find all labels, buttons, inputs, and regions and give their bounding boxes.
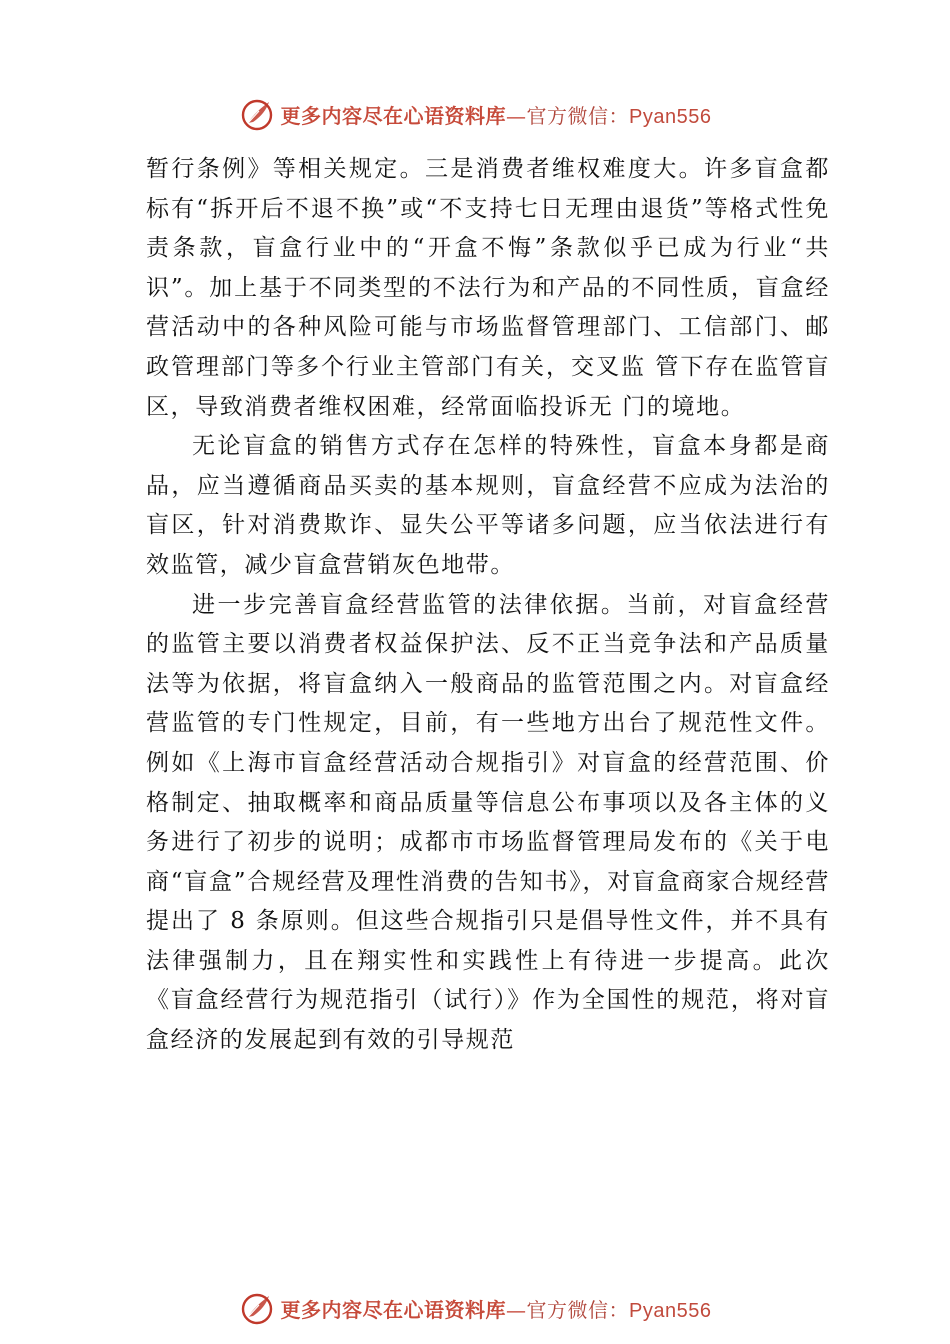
watermark-text [281,100,712,129]
watermark-dash: — [506,103,527,128]
paragraph-3: 进一步完善盲盒经营监管的法律依据。当前，对盲盒经营的监管主要以消费者权益保护法、反不正当竞争法和产品质量法等为依据，将盲盒纳入一般商品的监管范围之内。对盲盒经营监管的专门性规定，目前，有一些地方出台了规范性文件。例如《上海市盲盒经营活动合规指引》对盲盒的经营范围、价格制定、抽取概率和商品质量等信息公布事项以及各主体的义务进行了初步的说明；成都市市场监督管理局发布的《关于电商“盲盒”合规经营及理性消费的告知书》，对盲盒商家合规经营提出了 8 条原则。但这些合规指引只是倡导性文件，并不具有法律强制力，且在翔实性和实践性上有待进一步提高。此次《盲盒经营行为规范指引（试行）》作为全国性的规范，将对盲盒经济的发展起到有效的引导规范 [146,591,830,1054]
paragraph-2: 无论盲盒的销售方式存在怎样的特殊性，盲盒本身都是商品，应当遵循商品买卖的基本规则，盲盒经营不应成为法治的盲区，针对消费欺诈、显失公平等诸多问题，应当依法进行有效监管，减少盲盒营销灰色地带。 [146,433,830,578]
watermark-wechat-id: Pyan556 [629,105,712,128]
paragraph-1: 暂行条例》等相关规定。三是消费者维权难度大。许多盲盒都标有“拆开后不退不换”或“不支持七日无理由退货”等格式性免责条款，盲盒行业中的“开盒不悔”条款似乎已成为行业“共识”。加上基于不同类型的不法行为和产品的不同性质，盲盒经营活动中的各种风险可能与市场监督管理部门、工信部门、邮政管理部门等多个行业主管部门有关，交叉监 管下存在监管盲区，导致消费者维权困难，经常面临投诉无 门的境地。 [146,156,830,420]
quill-logo-icon [239,96,275,132]
watermark-text [281,1294,712,1323]
watermark-wechat-label: 官方微信： [526,103,630,128]
watermark-wechat-label: 官方微信： [526,1297,630,1322]
quill-logo-icon [239,1290,275,1326]
document-body [146,150,830,1061]
watermark-wechat-id: Pyan556 [629,1299,712,1322]
footer-watermark [0,1286,950,1330]
watermark-dash: — [506,1297,527,1322]
header-watermark [0,92,950,136]
watermark-main: 更多内容尽在心语资料库 [280,1297,507,1322]
watermark-main: 更多内容尽在心语资料库 [280,103,507,128]
